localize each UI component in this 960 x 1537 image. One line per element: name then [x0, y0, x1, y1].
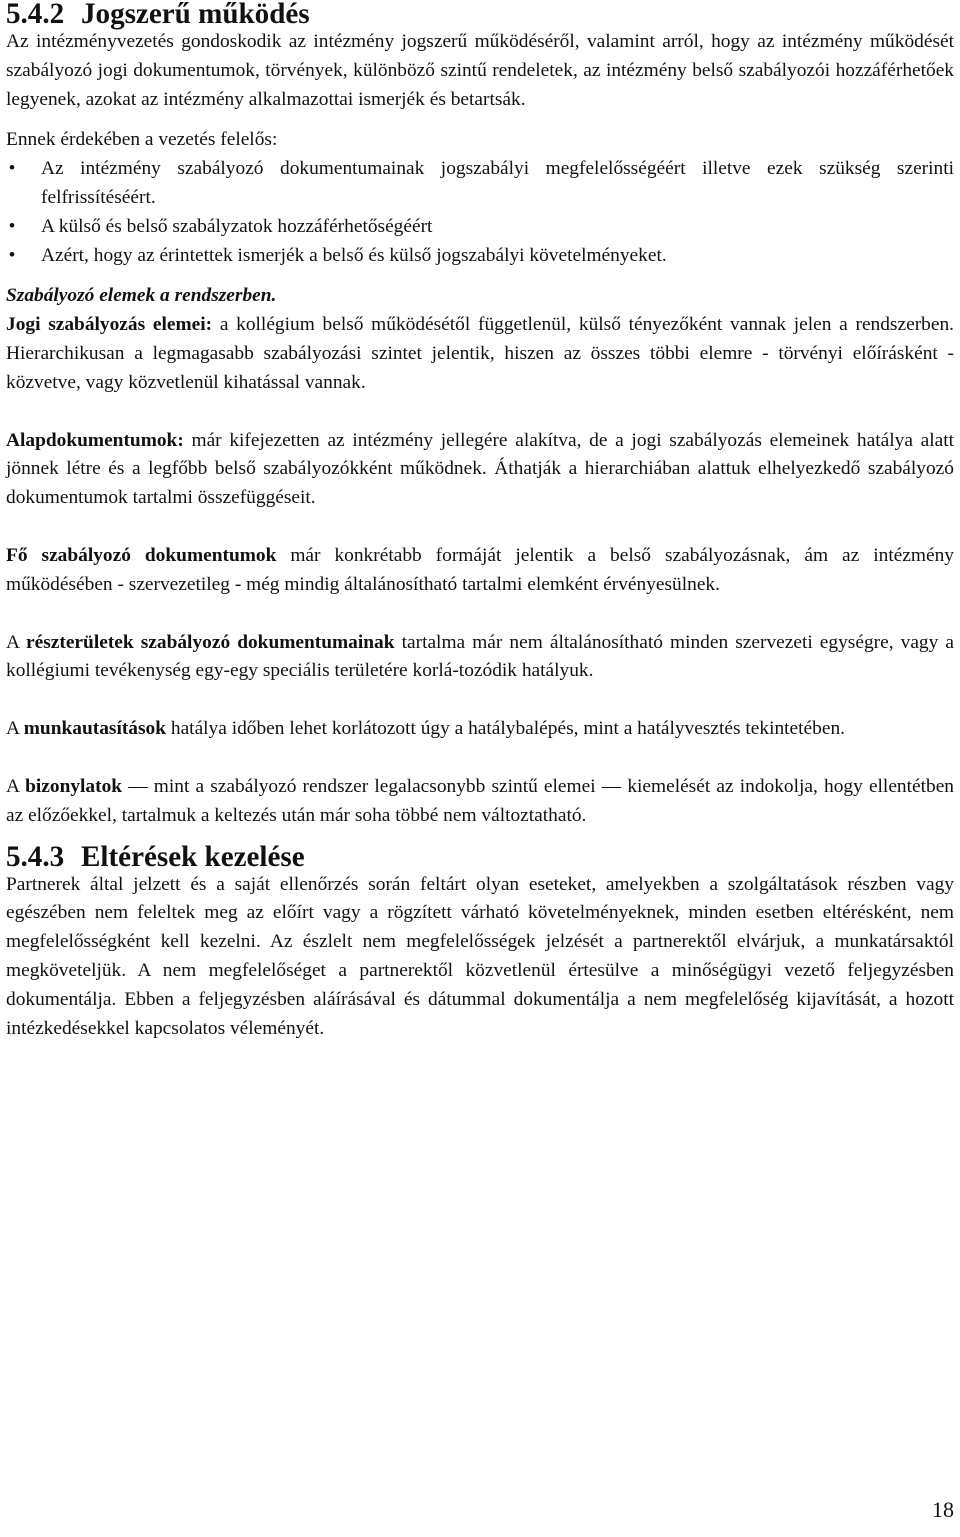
work-instructions-paragraph	[6, 715, 954, 744]
area-documents-paragraph	[6, 629, 954, 687]
list-item-text: Azért, hogy az érintettek ismerjék a belső és külső jogszabályi követelményeket.	[41, 244, 667, 266]
list-item	[6, 213, 954, 242]
section-heading-5-4-3	[6, 840, 954, 873]
subheading: Szabályozó elemek a rendszerben.	[6, 285, 277, 307]
document-page	[6, 0, 954, 1043]
bullet-icon: •	[8, 215, 16, 237]
term: részterületek szabályozó dokumentumainak	[26, 631, 395, 653]
section-heading-5-4-2	[6, 0, 954, 28]
term: bizonylatok	[25, 775, 123, 797]
section-title: Eltérések kezelése	[81, 840, 305, 873]
term: Alapdokumentumok:	[6, 429, 184, 451]
section-number: 5.4.2	[6, 0, 65, 30]
legal-elements-paragraph	[6, 311, 954, 397]
term: munkautasítások	[23, 718, 167, 740]
paragraph-prefix: A	[6, 631, 26, 653]
paragraph-prefix: A	[6, 718, 24, 740]
paragraph-text: már kifejezetten az intézmény jellegére alakítva, de a jogi szabályozás elemeinek hatálya alatt jönnek létre és a legfőbb belső szabályozókként működnek. Áthatják a hierarchiában alattuk elhelyezkedő szabályozó dokumentumok tartalmi összefüggéseit.	[6, 429, 954, 509]
intro-paragraph: Az intézményvezetés gondoskodik az intézmény jogszerű működéséről, valamint arról, hogy az intézmény működését szabályozó jogi dokumentumok, törvények, különböző szintű rendeletek, az intézmény belső szabályozói hozzáférhetőek legyenek, azokat az intézmény alkalmazottai ismerjék és betartsák.	[6, 31, 954, 110]
paragraph-text: tartalma már nem általánosítható minden szervezeti egységre, vagy a kollégiumi tevékenység egy-egy speciális területére korlá-tozódik hatályuk.	[6, 631, 954, 682]
paragraph-prefix: A	[6, 775, 26, 797]
list-item-text: A külső és belső szabályzatok hozzáférhetőségéért	[41, 215, 433, 237]
page-number: 18	[932, 1497, 954, 1522]
term: Jogi szabályozás elemei:	[6, 314, 213, 336]
term: Fő szabályozó dokumentumok	[6, 544, 277, 566]
records-paragraph	[6, 773, 954, 831]
main-documents-paragraph	[6, 542, 954, 600]
list-item	[6, 242, 954, 271]
paragraph-text: már konkrétabb formáját jelentik a belső szabályozásnak, ám az intézmény működésében - szervezetileg - még mindig általánosítható tartalmi elemként érvényesülnek.	[6, 544, 954, 595]
deviations-paragraph: Partnerek által jelzett és a saját ellenőrzés során feltárt olyan eseteket, amelyekben a szolgáltatások részben vagy egészében nem feleltek meg az előírt vagy a rögzített várható követelményeknek, minden esetben eltérésként, nem megfelelősségként kell kezelni. Az észlelt nem megfelelősségek jelzését a partnerektől elvárjuk, a munkatársaktól megköveteljük. A nem megfelelőséget a partnerektől közvetlenül értesülve a minőségügyi vezető feljegyzésben dokumentálja. Ebben a feljegyzésben aláírásával és dátummal dokumentálja a nem megfelelőség kijavítását, a hozott intézkedésekkel kapcsolatos véleményét.	[6, 873, 954, 1039]
bullet-icon: •	[8, 158, 16, 180]
list-item-text: Az intézmény szabályozó dokumentumainak jogszabályi megfelelősségéért illetve ezek szükség szerinti felfrissítéséért.	[41, 158, 954, 208]
section-title: Jogszerű működés	[81, 0, 310, 30]
responsibility-list	[6, 155, 954, 270]
responsibility-lead: Ennek érdekében a vezetés felelős:	[6, 129, 278, 151]
list-item	[6, 155, 954, 213]
paragraph-text: a kollégium belső működésétől függetlenül, külső tényezőként vannak jelen a rendszerben. Hierarchikusan a legmagasabb szabályozási szintet jelentik, hiszen az összes többi elemre - törvényi előírásként - közvetve, vagy közvetlenül kihatással vannak.	[6, 314, 954, 393]
paragraph-text: hatálya időben lehet korlátozott úgy a hatálybalépés, mint a hatályvesztés tekintetében.	[166, 718, 845, 740]
paragraph-text: — mint a szabályozó rendszer legalacsonybb szintű elemei — kiemelését az indokolja, hogy ellentétben az előzőekkel, tartalmuk a keltezés után már soha többé nem változtatható.	[6, 775, 955, 826]
base-documents-paragraph	[6, 427, 954, 513]
section-number: 5.4.3	[6, 840, 65, 873]
bullet-icon: •	[8, 244, 16, 266]
